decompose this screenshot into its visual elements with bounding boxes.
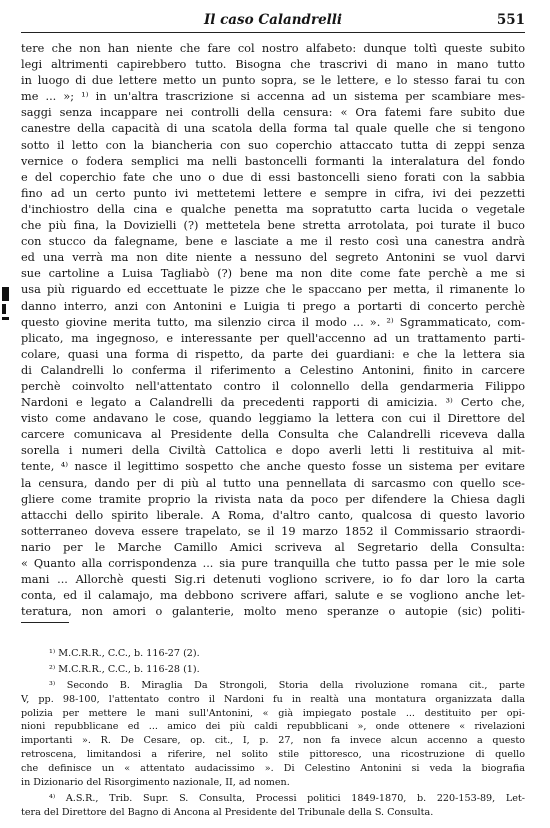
body-line: me ... »; ¹⁾ in un'altra trascrizione si accenna ad un sistema per scambiare mes- [21,90,525,104]
margin-mark [2,287,9,301]
footnote-line: ¹⁾ M.C.R.R., C.C., b. 116-27 (2). [49,648,200,659]
body-line: Nardoni e legato a Calandrelli da precedenti rapporti di amicizia. ³⁾ Certo che, [21,396,525,410]
body-line: sue cartoline a Luisa Tagliabò (?) bene ma non dite come fate perchè a me si [21,267,525,281]
footnote-line: importanti ». R. De Cesare, op. cit., I, p. 27, non fa invece alcun accenno a questo [21,735,525,747]
body-line: visto come andavano le cose, quando leggiamo la lettera con cui il Direttore del [21,412,525,426]
body-line: questo giovine merita tutto, ma silenzio circa il modo ... ». ²⁾ Sgrammaticato, com- [21,315,525,329]
body-line: sotto il letto con la biancheria con suo coperchio attaccato tutta di zeppi senza [21,138,525,152]
body-line: « Quanto alla corrispondenza ... sia pure tranquilla che tutto passa per le mie sole [21,557,525,570]
body-line: d'inchiostro della cina e qualche penetta ma sopratutto carta lucida o vegetale [21,202,525,216]
body-line: che più fina, la Dovizielli (?) mettetela bene stretta arrotolata, poi turate il buco [21,219,525,233]
page-header [21,12,525,33]
body-line: conta, ed il calamajo, ma debbono scrivere affari, salute e se vogliono anche let- [21,589,525,603]
body-line: gliere come tramite proprio la rivista nata da poco per difendere la Chiesa dagli [21,492,525,506]
body-line: la censura, dando per di più al tutto una pennellata di sarcasmo con quello sce- [21,476,525,490]
footnote-line: polizia per mettere le mani sull'Antonini, « già impiegato postale ... destituito per opi- [21,707,525,719]
footnote-line: nioni repubblicane ed ... amico dei più caldi repubblicani », onde ottenere « rivelazioni [21,721,525,733]
body-line: fino ad un certo punto ivi mettetemi lettere e sempre in cifra, ivi dei pezzetti [21,186,525,200]
body-line: attacchi dello spirito liberale. A Roma, d'altro canto, qualcosa di questo lavorio [21,508,525,522]
footnote-line: ³⁾ Secondo B. Miraglia Da Strongoli, Storia della rivoluzione romana cit., parte [49,679,525,691]
footnote-line: ²⁾ M.C.R.R., C.C., b. 116-28 (1). [49,663,200,675]
body-line: canestre della capacità di una scatola della forma tal quale quelle che si tengono [21,122,525,136]
body-line: sorella i numeri della Civiltà Cattolica e dopo averli letti li restituiva al mit- [21,444,525,458]
body-line: sotterraneo doveva essere trapelato, se il 19 marzo 1852 il Commissario straordi- [21,524,525,538]
margin-mark [2,317,9,320]
body-line: usa più riguardo ed eccettuate le pizze che le spaccano per metta, il rimanente lo [21,283,525,297]
body-line: vernice o fodera semplici ma nelli bastoncelli formanti la interalatura del fondo [21,154,525,168]
body-line: con stucco da falegname, bene e lasciate a me il resto così una canestra andrà [21,235,525,249]
running-title: Il caso Calandrelli [203,12,343,28]
body-line: saggi senza incappare nei controlli della censura: « Ora fatemi fare subito due [21,106,525,120]
body-line: perchè coinvolto nell'attentato contro il colonnello della gendarmeria Filippo [21,379,525,393]
body-line: in luogo di due lettere metto un punto sopra, se le lettere, e lo stesso farai tu con [21,74,525,88]
body-line: plicato, ma ingegnoso, e interessante per quell'accenno ad un trattamento parti- [21,331,525,345]
footnote-line: retroscena, limitandosi a riferire, nel solito stile pittoresco, una ricostruzione di quello [21,749,525,761]
body-line: carcere comunicava al Presidente della Consulta che Calandrelli riceveva dalla [21,428,525,442]
body-line: tere che non han niente che fare col nostro alfabeto: dunque toltì queste subito [21,42,525,55]
body-text [21,41,525,620]
footnote-line: che definisce un « attentato audacissimo ». Di Celestino Antonini si veda la biografia [21,763,525,775]
footnotes [21,647,525,820]
body-line: tente, ⁴⁾ nasce il legittimo sospetto che anche questo fosse un sistema per evitare [21,460,525,474]
body-line: mani ... Allorchè questi Sig.ri detenuti vogliono scrivere, io fo dar loro la carta [21,573,525,587]
footnote-separator [21,622,69,623]
margin-mark [2,304,6,314]
body-line: di Calandrelli lo conferma il riferimento a Celestino Antonini, finito in carcere [21,363,525,377]
body-line: danno interro, anzi con Antonini e Luigia ti prego a portarti di concerto perchè [21,299,525,313]
footnote-line: tera del Direttore del Bagno di Ancona al Presidente del Tribunale della S. Consulta. [21,806,434,818]
body-line: nario per le Marche Camillo Amici scriveva al Segretario della Consulta: [21,540,525,554]
body-line: legi altrimenti capirebbero tutto. Bisogna che trascrivi di mano in mano tutto [21,58,525,72]
page-number: 551 [496,12,525,28]
body-line: teratura, non amori o galanterie, molto meno speranze o autopie (sic) politi- [21,605,525,619]
body-line: ed una verrà ma non dite niente a nessuno del segreto Antonini se vuol darvi [21,251,525,265]
footnote-line: in Dizionario del Risorgimento nazionale, II, ad nomen. [21,777,290,789]
body-line: e del coperchio fate che uno o due di essi bastoncelli sieno forati con la sabbia [21,170,525,184]
footnote-line: ⁴⁾ A.S.R., Trib. Supr. S. Consulta, Processi politici 1849-1870, b. 220-153-89, Let- [49,792,525,804]
footnote-line: V, pp. 98-100, l'attentato contro il Nardoni fu in realtà una montatura organizzata dalla [21,693,525,705]
body-line: colare, quasi una forma di rispetto, da parte dei guardiani: e che la lettera sia [21,347,525,361]
